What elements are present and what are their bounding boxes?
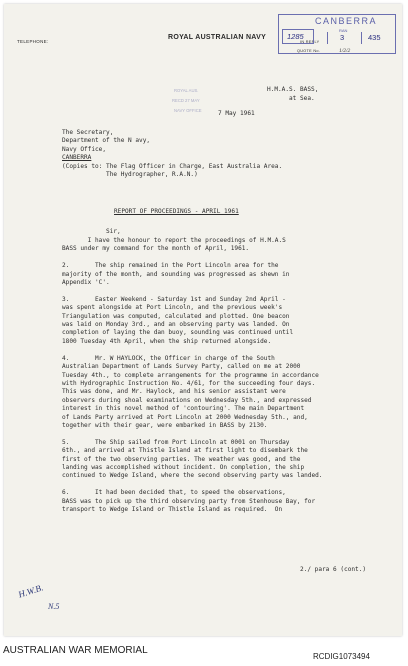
sender-place: at Sea. [289, 95, 315, 102]
addressee-line: Department of the N avy, [62, 137, 151, 145]
body-line: continued to Wedge Island, where the second observing party was landed. [62, 472, 323, 480]
body-text [62, 237, 396, 514]
addressee-line: The Hydrographer, R.A.N.) [62, 171, 198, 179]
body-line: first of the two observing parties. The weather was good, and the [62, 455, 301, 463]
body-line [62, 430, 396, 438]
body-line: 3. Easter Weekend - Saturday 1st and Sunday 2nd April - [62, 295, 286, 303]
stamp-box-2: 3 [327, 32, 362, 44]
margin-mark: N.5 [48, 602, 60, 611]
body-line: 5. The Ship sailed from Port Lincoln at 0001 on Thursday [62, 438, 290, 446]
body-line: This was done, and Mr. Haylock, and his senior assistant were [62, 388, 286, 396]
body-line: was spent alongside at Port Lincoln, and the previous week's [62, 304, 283, 312]
stamp-small: RAN [339, 28, 348, 33]
stamp-word: CANBERRA [315, 16, 378, 26]
body-line: BASS under my command for the month of April, 1961. [62, 245, 250, 253]
margin-initials: H.W.B. [17, 582, 45, 600]
continuation-note: 2./ para 6 (cont.) [300, 566, 367, 573]
body-line: interest in this novel method of 'contouring'. The main Department [62, 405, 305, 413]
body-line: 4. Mr. W HAYLOCK, the Officer in charge of the South [62, 354, 275, 362]
body-line: Appendix 'C'. [62, 279, 110, 287]
registry-stamp [278, 14, 396, 54]
letter-date: 7 May 1961 [218, 110, 255, 117]
body-line: with Hydrographic Instruction No. 4/61, for the succeeding four days. [62, 379, 316, 387]
body-line: Tuesday 4th., to complete arrangements for the programme in accordance [62, 371, 319, 379]
body-line [62, 346, 396, 354]
letterhead-title: ROYAL AUSTRALIAN NAVY [168, 34, 267, 41]
reply-reference: 1/2/2 [339, 48, 351, 54]
subject-heading: REPORT OF PROCEEDINGS - APRIL 1961 [114, 208, 239, 215]
body-line: majority of the month, and sounding was progressed as shewn in [62, 270, 290, 278]
received-stamp: ROYAL AUS. RECD 27 MAY NAVY OFFICE [172, 88, 202, 113]
addressee-block [62, 129, 282, 179]
body-line: landing was accomplished without incident. On completion, the ship [62, 463, 305, 471]
body-line: BASS was to pick up the third observing party from Stenhouse Bay, for [62, 497, 316, 505]
addressee-line: (Copies to: The Flag Officer in Charge, East Australia Area. [62, 162, 283, 170]
body-line: completion of laying the dan buoy, sounding was continued until [62, 329, 294, 337]
body-line [62, 481, 396, 489]
body-line: 2. The ship remained in the Port Lincoln area for the [62, 262, 279, 270]
body-line: transport to Wedge Island or Thistle Island as required. On [62, 506, 283, 513]
body-line: of Lands Party arrived at Port Lincoln at 2000 Wednesday 5th., and, [62, 413, 308, 421]
body-line: 1800 Tuesday 4th April, when the ship returned alongside. [62, 337, 272, 345]
body-line: observers during shoal examinations on Wednesday 5th., and expressed [62, 396, 312, 404]
body-line: together with their gear, were embarked in BASS by 2130. [62, 421, 268, 429]
body-line [62, 287, 396, 295]
stamp-box-1: 1285 [282, 29, 314, 44]
document-page [4, 4, 402, 636]
body-line: 6. It had been decided that, to speed the observations, [62, 489, 286, 497]
body-line: Triangulation was computed, calculated and plotted. One beacon [62, 312, 290, 320]
addressee-line: Navy Office, [62, 145, 107, 153]
body-line [62, 254, 396, 262]
body-line: 6th., and arrived at Thistle Island at first light to disembark the [62, 447, 308, 455]
body-line: Australian Department of Lands Survey Party, called on me at 2000 [62, 363, 301, 371]
body-line: I have the honour to report the proceedings of H.M.A.S [62, 237, 286, 244]
footer-institution: AUSTRALIAN WAR MEMORIAL [3, 645, 148, 656]
body-line: was laid on Monday 3rd., and an observing party was landed. On [62, 321, 290, 329]
telephone-label: TELEPHONE: [17, 39, 49, 44]
stamp-box-3: 435 [361, 32, 394, 44]
addressee-line: The Secretary, [62, 129, 114, 136]
sender-ship: H.M.A.S. BASS, [267, 86, 319, 93]
quote-label: QUOTE No. [297, 49, 321, 53]
addressee-line: CANBERRA [62, 154, 92, 162]
footer-record-id: RCDIG1073494 [313, 652, 370, 661]
in-reply-label: IN REPLY [300, 40, 320, 44]
salutation: Sir, [106, 228, 121, 235]
